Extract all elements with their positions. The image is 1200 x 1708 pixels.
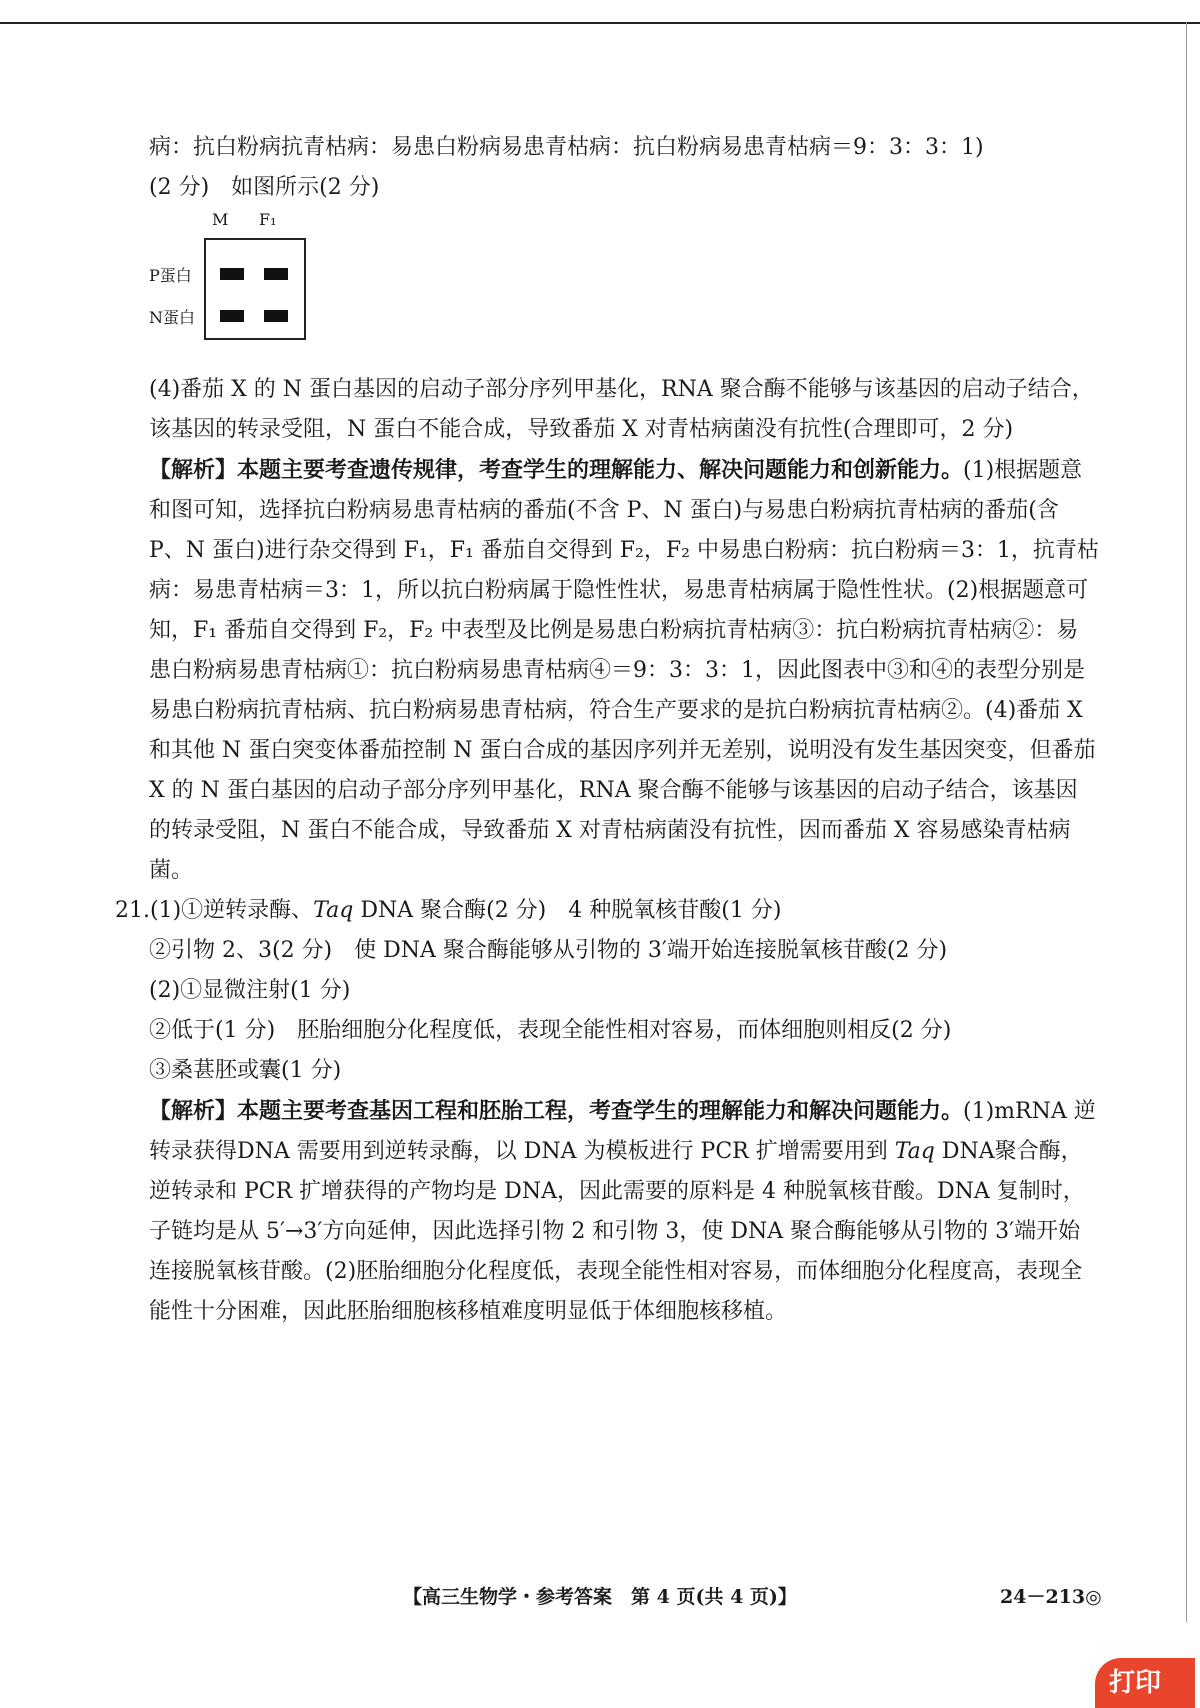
analysis-2-label: 【解析】本题主要考查基因工程和胚胎工程，考查学生的理解能力和解决问题能力。 [149, 1098, 964, 1124]
analysis-1-label: 【解析】本题主要考查遗传规律，考查学生的理解能力、解决问题能力和创新能力。 [149, 457, 964, 483]
q21-number: 21. [115, 898, 150, 923]
q21-line-5: ③桑葚胚或囊(1 分) [149, 1058, 342, 1083]
q21-l1-a: (1)①逆转录酶、 [150, 898, 314, 923]
gel-box [204, 238, 306, 340]
footer-code: 24－213◎ [1000, 1586, 1102, 1608]
analysis-1-text: (1)根据题意和图可知，选择抗白粉病易患青枯病的番茄(不含 P、N 蛋白)与易患白粉病抗青枯病的番茄(含 P、N 蛋白)进行杂交得到 F₁，F₁ 番茄自交得到 F₂，F₂ 中易患白粉病：抗白粉病＝3：1，抗青枯病：易患青枯病＝3：1，所以抗白粉病属于隐性性状，易患青枯病属于隐性性状。(2)根据题意可知，F₁ 番茄自交得到 F₂，F₂ 中表型及比例是易患白粉病抗青枯病③：抗白粉病抗青枯病②：易患白粉病易患青枯病①：抗白粉病易患青枯病④＝9：3：3：1，因此图表中③和④的表型分别是易患白粉病抗青枯病、抗白粉病易患青枯病，符合生产要求的是抗白粉病抗青枯病②。(4)番茄 X 和其他 N 蛋白突变体番茄控制 N 蛋白合成的基因序列并无差别，说明没有发生基因突变，但番茄 X 的 N 蛋白基因的启动子部分序列甲基化，RNA 聚合酶不能够与该基因的启动子结合，该基因的转录受阻，N 蛋白不能合成，导致番茄 X 对青枯病菌没有抗性，因而番茄 X 容易感染青枯病菌。 [149, 458, 1099, 883]
gel-col-f1: F₁ [259, 210, 277, 229]
analysis-2 [149, 1091, 1099, 1332]
score-line: (2 分) 如图所示(2 分) [149, 175, 380, 200]
band-p-f1 [264, 268, 288, 280]
q21-line-1 [115, 891, 1099, 931]
top-rule [0, 22, 1200, 24]
footer [0, 1582, 1200, 1612]
band-n-f1 [264, 310, 288, 322]
q21-line-4: ②低于(1 分) 胚胎细胞分化程度低，表现全能性相对容易，而体细胞则相反(2 分) [149, 1018, 952, 1043]
gel-figure [149, 208, 1099, 370]
right-rule [1186, 22, 1187, 1622]
ratio-line: 病：抗白粉病抗青枯病：易患白粉病易患青枯病：抗白粉病易患青枯病＝9：3：3：1) [149, 135, 984, 160]
footer-title: 【高三生物学・参考答案 第 4 页(共 4 页)】 [403, 1586, 797, 1608]
analysis-2-a: (1)mRNA 逆转录获得DNA 需要用到逆转录酶，以 DNA 为模板进行 PCR 扩增需要用到 [149, 1099, 1096, 1164]
answer-content [115, 128, 1099, 1332]
q21-l1-b: DNA 聚合酶(2 分) 4 种脱氧核苷酸(1 分) [353, 898, 782, 923]
q21-line-3: (2)①显微注射(1 分) [149, 978, 351, 1003]
gel-col-m: M [212, 210, 229, 229]
gel-row-n: N蛋白 [149, 308, 196, 327]
gel-row-p: P蛋白 [149, 266, 192, 285]
answer-4: (4)番茄 X 的 N 蛋白基因的启动子部分序列甲基化，RNA 聚合酶不能够与该基因的启动子结合，该基因的转录受阻，N 蛋白不能合成，导致番茄 X 对青枯病菌没有抗性(合理即可，2 分) [149, 377, 1094, 442]
analysis-2-b: DNA聚合酶，逆转录和 PCR 扩增获得的产物均是 DNA，因此需要的原料是 4 种脱氧核苷酸。DNA 复制时，子链均是从 5′→3′方向延伸，因此选择引物 2 和引物 3，使 DNA 聚合酶能够从引物的 3′端开始连接脱氧核苷酸。(2)胚胎细胞分化程度低，表现全能性相对容易，而体细胞分化程度高，表现全能性十分困难，因此胚胎细胞核移植难度明显低于体细胞核移植。 [149, 1139, 1085, 1324]
print-button[interactable]: 打印 [1095, 1658, 1195, 1708]
analysis-2-taq: Taq [894, 1139, 935, 1164]
band-n-m [220, 310, 244, 322]
q21-line-2: ②引物 2、3(2 分) 使 DNA 聚合酶能够从引物的 3′端开始连接脱氧核苷酸(2 分) [149, 938, 948, 963]
band-p-m [220, 268, 244, 280]
analysis-1 [149, 450, 1099, 891]
q21-taq: Taq [313, 898, 354, 923]
